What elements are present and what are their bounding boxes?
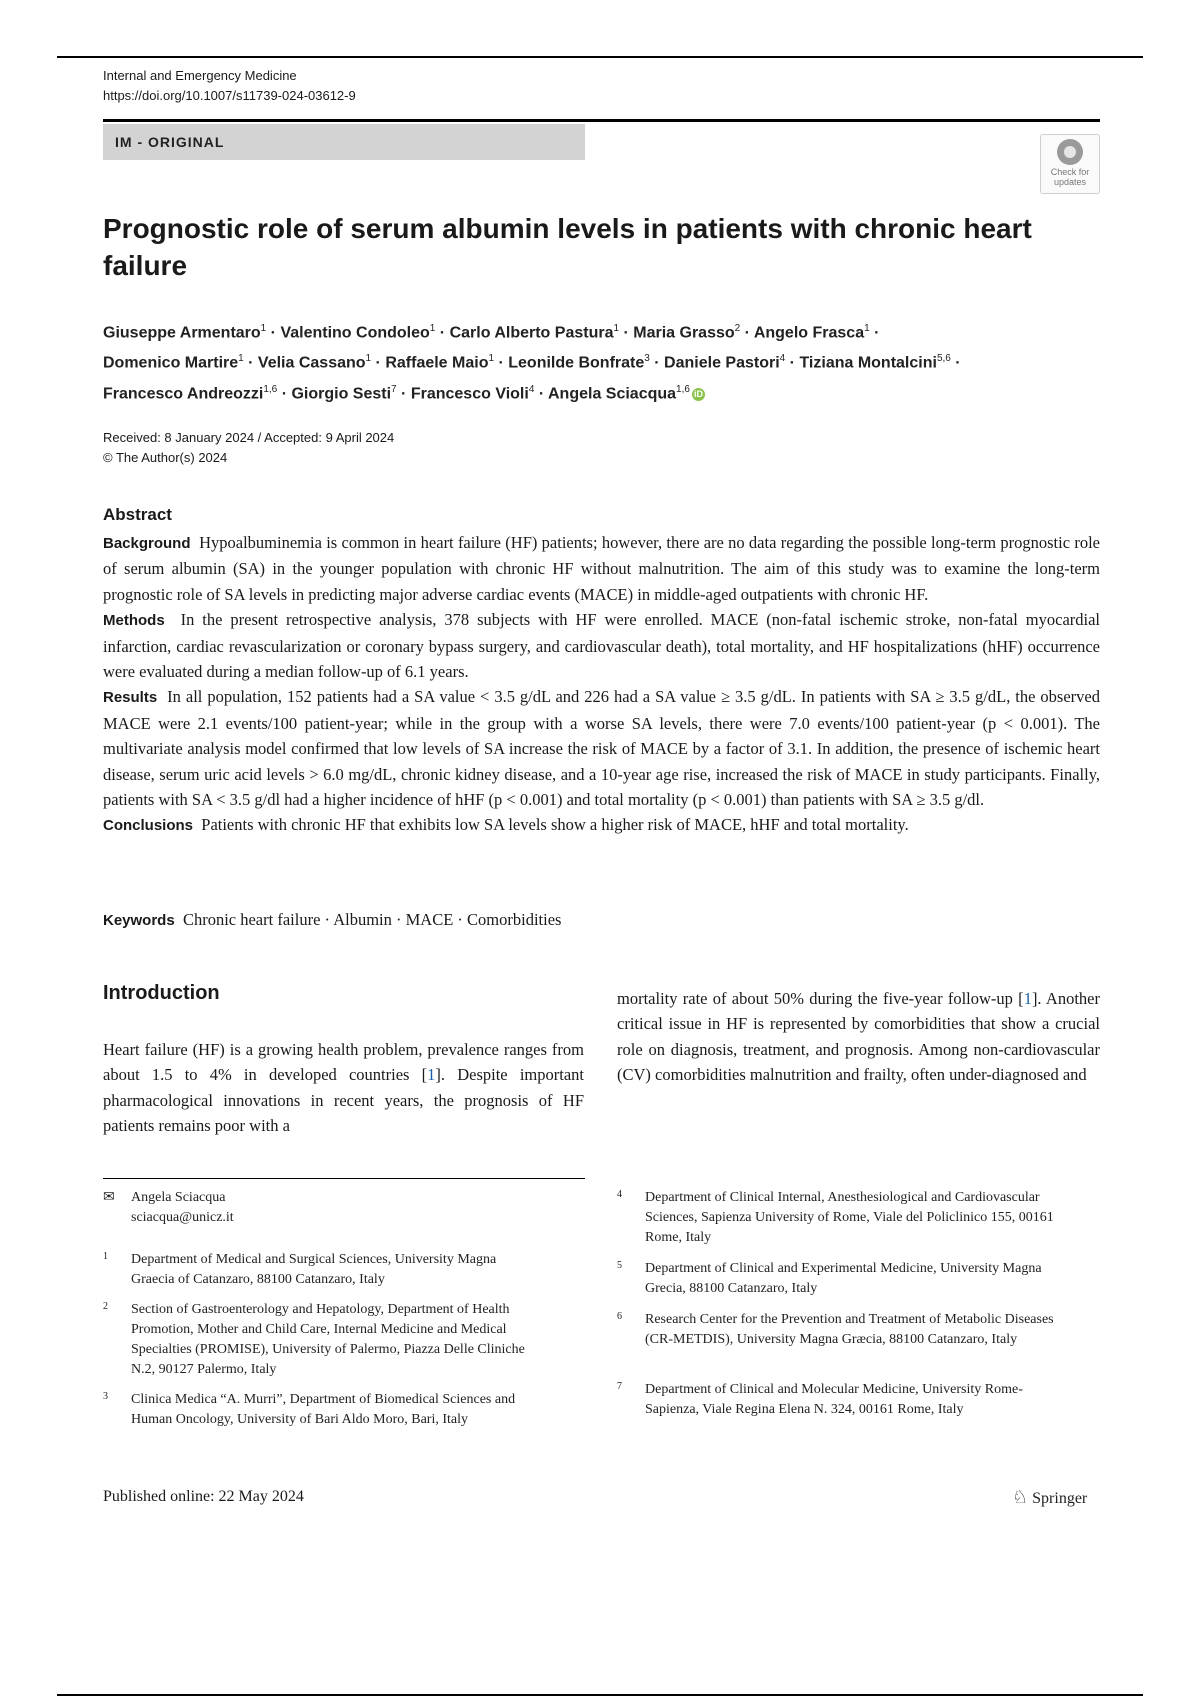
- author-aff: 3: [644, 353, 650, 365]
- crossmark-icon: [1057, 139, 1083, 165]
- author-name[interactable]: Tiziana Montalcini: [799, 354, 937, 372]
- springer-horse-icon: ♘: [1012, 1487, 1029, 1507]
- author-name[interactable]: Angelo Frasca: [753, 324, 865, 342]
- author-list: Giuseppe Armentaro$^1$ · Valentino Condoleo$^1$ · Carlo Alberto Pastura$^1$ · Maria Grasso$^2$ · Angelo Frasca$^1$ · Domenico Martire$^1$ · Velia Cassano$^1$ · Raffaele Maio$^1$ · Leonilde Bonfrate$^3$ · Daniele Pastori$^4$ · Tiziana Montalcini$^{5,6}$ · Francesco Andreozzi$^{1,6}$ · Giorgio Sesti$^7$ · Francesco Violi$^4$ · Angela Sciacqua$^{1,6}$ iD: [103, 323, 961, 402]
- section-label: IM - ORIGINAL: [103, 124, 585, 160]
- abstract-conclusions: [103, 812, 1100, 838]
- affiliation-number: 2: [103, 1301, 108, 1312]
- affiliation-text: Research Center for the Prevention and Treatment of Metabolic Diseases (CR-METDIS), University Magna Græcia, 88100 Catanzaro, Italy: [645, 1312, 1054, 1347]
- affiliation: [103, 1300, 543, 1380]
- intro-text: ]. Despite important pharmacological innovations in recent years, the prognosis of HF patients remains poor with a: [103, 1065, 584, 1136]
- journal-name: Internal and Emergency Medicine: [103, 68, 297, 83]
- author-aff: 5,6: [936, 353, 951, 365]
- author-aff: 1,6: [263, 383, 278, 395]
- affiliation: [103, 1390, 543, 1430]
- affiliation-text: Department of Medical and Surgical Sciences, University Magna Graecia of Catanzaro, 88100 Catanzaro, Italy: [131, 1252, 497, 1287]
- author-name[interactable]: Daniele Pastori: [664, 354, 780, 372]
- intro-text: mortality rate of about 50% during the five-year follow-up [: [617, 989, 1024, 1008]
- abstract-methods: [103, 607, 1100, 684]
- article-dates: [103, 428, 394, 468]
- affiliation-text: Department of Clinical Internal, Anesthesiological and Cardiovascular Sciences, Sapienza University of Rome, Viale del Policlinico 155, 00161 Rome, Italy: [645, 1190, 1054, 1245]
- author-name[interactable]: Francesco Andreozzi: [103, 384, 264, 402]
- keywords: [103, 910, 561, 930]
- bottom-rule: [57, 1694, 1143, 1696]
- author-name[interactable]: Raffaele Maio: [385, 354, 489, 372]
- check-for-updates-badge[interactable]: [1040, 134, 1100, 194]
- author-name[interactable]: Leonilde Bonfrate: [508, 354, 645, 372]
- publisher-logo: [1012, 1487, 1087, 1508]
- affiliation-number: 3: [103, 1391, 108, 1402]
- correspondence: [103, 1188, 543, 1228]
- background-text: Hypoalbuminemia is common in heart failure (HF) patients; however, there are no data regarding the possible long-term prognostic role of serum albumin (SA) in the younger population with chronic HF without malnutrition. The aim of this study was to examine the long-term prognostic role of SA levels in predicting major adverse cardiac events (MACE) in middle-aged outpatients with chronic HF.: [103, 533, 1100, 604]
- author-aff: 1: [365, 353, 372, 365]
- affiliation-number: 1: [103, 1251, 108, 1262]
- affiliation-number: 5: [617, 1260, 622, 1271]
- author-name[interactable]: Giuseppe Armentaro: [103, 324, 261, 342]
- top-rule: [57, 56, 1143, 58]
- affiliation-number: 4: [617, 1189, 622, 1200]
- affiliation-number: 6: [617, 1311, 622, 1322]
- author-aff: 1: [238, 353, 244, 365]
- affiliation-number: 7: [617, 1381, 622, 1392]
- intro-text: Heart failure (HF) is a growing health problem, prevalence ranges from about 1.5 to 4% in developed countries [: [103, 1040, 584, 1085]
- abstract-results: [103, 684, 1100, 812]
- author-aff: 7: [391, 383, 397, 395]
- affiliation-text: Department of Clinical and Molecular Medicine, University Rome-Sapienza, Viale Regina Elena N. 324, 00161 Rome, Italy: [645, 1382, 1023, 1417]
- citation-link[interactable]: 1: [427, 1065, 436, 1085]
- abstract-body: [103, 530, 1100, 839]
- header-rule: [103, 119, 1100, 122]
- citation-link[interactable]: 1: [1023, 989, 1032, 1008]
- intro-text: ]. Another critical issue in HF is represented by comorbidities that show a crucial role on diagnosis, treatment, and prognosis. Among non-cardiovascular (CV) comorbidities malnutrition and frailty, often under-diagnosed and: [617, 989, 1100, 1085]
- keywords-text: Chronic heart failure · Albumin · MACE · Comorbidities: [182, 910, 562, 929]
- author-aff: 4: [779, 353, 786, 365]
- author-aff: 2: [734, 323, 741, 334]
- author-aff: 1,6: [676, 383, 690, 395]
- affiliation: [617, 1259, 1057, 1299]
- envelope-icon: ✉: [103, 1190, 115, 1205]
- author-aff: 1: [260, 323, 267, 334]
- check-updates-line1: Check for: [1050, 167, 1090, 177]
- introduction-heading: Introduction: [103, 982, 220, 1004]
- author-name[interactable]: Francesco Violi: [410, 384, 529, 402]
- check-updates-line2: updates: [1053, 177, 1087, 187]
- article-title: Prognostic role of serum albumin levels in patients with chronic heart failure: [103, 213, 1032, 281]
- published-online: Published online: 22 May 2024: [103, 1488, 304, 1505]
- background-label: Background: [103, 535, 191, 552]
- introduction-column-2: [617, 986, 1100, 1088]
- methods-text: In the present retrospective analysis, 378 subjects with HF were enrolled. MACE (non-fatal ischemic stroke, non-fatal myocardial infarction, cardiac revascularization or coronary bypass surgery, and cardiovascular death), total mortality, and HF hospitalizations (hHF) occurrence were evaluated during a median follow-up of 6.1 years.: [103, 610, 1101, 682]
- author-name[interactable]: Angela Sciacqua: [548, 384, 677, 402]
- abstract-background: [103, 530, 1100, 607]
- results-label: Results: [103, 689, 158, 707]
- received-accepted: Received: 8 January 2024 / Accepted: 9 April 2024: [103, 430, 395, 445]
- author-aff: 1: [613, 323, 620, 334]
- author-name[interactable]: Carlo Alberto Pastura: [449, 324, 614, 342]
- author-aff: 1: [429, 323, 436, 334]
- copyright: © The Author(s) 2024: [103, 450, 228, 465]
- methods-label: Methods: [103, 612, 165, 630]
- correspondence-name: Angela Sciacqua: [131, 1190, 226, 1205]
- author-name[interactable]: Maria Grasso: [633, 324, 735, 342]
- journal-header: [103, 66, 356, 106]
- author-aff: 1: [488, 353, 495, 365]
- footnote-rule: [103, 1178, 585, 1179]
- affiliation: [617, 1310, 1057, 1350]
- introduction-column-1: [103, 1037, 584, 1139]
- author-aff: 4: [528, 383, 535, 395]
- correspondence-email[interactable]: sciacqua@unicz.it: [131, 1210, 234, 1225]
- affiliation-text: Clinica Medica “A. Murri”, Department of Biomedical Sciences and Human Oncology, University of Bari Aldo Moro, Bari, Italy: [131, 1392, 516, 1427]
- author-name[interactable]: Valentino Condoleo: [280, 324, 430, 342]
- affiliation: [103, 1250, 543, 1290]
- conclusions-text: Patients with chronic HF that exhibits low SA levels show a higher risk of MACE, hHF and total mortality.: [201, 815, 909, 835]
- doi-link[interactable]: https://doi.org/10.1007/s11739-024-03612-9: [103, 88, 356, 103]
- author-aff: 1: [864, 323, 870, 334]
- orcid-icon[interactable]: iD: [693, 388, 703, 399]
- abstract-heading: Abstract: [103, 505, 172, 524]
- affiliation-text: Department of Clinical and Experimental Medicine, University Magna Grecia, 88100 Catanzaro, Italy: [645, 1261, 1042, 1296]
- author-name[interactable]: Domenico Martire: [103, 354, 239, 372]
- keywords-label: Keywords: [103, 912, 175, 929]
- author-name[interactable]: Giorgio Sesti: [291, 384, 392, 402]
- affiliation-text: Section of Gastroenterology and Hepatology, Department of Health Promotion, Mother and Child Care, Internal Medicine and Medical Specialties (PROMISE), University of Palermo, Piazza Delle Cliniche N.2, 90127 Palermo, Italy: [131, 1302, 525, 1377]
- author-name[interactable]: Velia Cassano: [257, 354, 366, 372]
- publisher-name: Springer: [1032, 1490, 1088, 1507]
- conclusions-label: Conclusions: [103, 817, 194, 835]
- affiliation: [617, 1380, 1057, 1420]
- affiliation: [617, 1188, 1077, 1248]
- results-text: In all population, 152 patients had a SA value < 3.5 g/dL and 226 had a SA value ≥ 3.5 g/dL. In patients with SA ≥ 3.5 g/dL, the observed MACE were 2.1 events/100 patient-year; while in the group with a worse SA levels, there were 7.0 events/100 patient-year (p < 0.001). The multivariate analysis model confirmed that low levels of SA increase the risk of MACE by a factor of 3.1. In addition, the presence of ischemic heart disease, serum uric acid levels > 6.0 mg/dL, chronic kidney disease, and a 10-year age rise, increased the risk of MACE in study participants. Finally, patients with SA < 3.5 g/dl had a higher incidence of hHF (p < 0.001) and total mortality (p < 0.001) than patients with SA ≥ 3.5 g/dl.: [103, 687, 1100, 810]
